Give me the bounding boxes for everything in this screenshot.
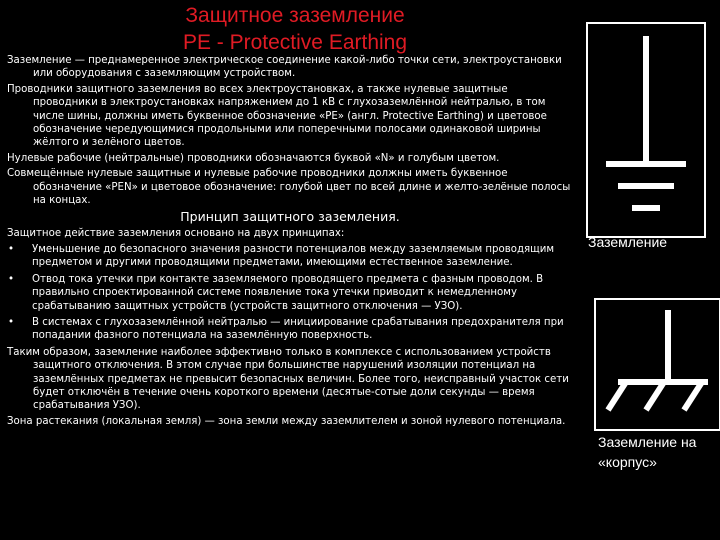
paragraph-neutral-conductors: Нулевые рабочие (нейтральные) проводники обозначаются буквой «N» и голубым цветом. xyxy=(7,152,500,164)
title-line-2: PE - Protective Earthing xyxy=(182,31,408,54)
bullet-icon: • xyxy=(8,316,15,328)
chassis-ground-symbol-icon xyxy=(596,300,719,429)
paragraph-pe-conductors: Проводники защитного заземления во всех электроустановках, а также нулевые защитные проводники в электроустановках напряжением до 1 кВ с глухозаземлённой нейтралью, в том числе шины, должны иметь буквенное обозначение «PE» (англ. Protective Earthing) и цветовое обозначение чередующимися продольными или поперечными полосами одинаковой ширины жёлтого и зелёного цветов. xyxy=(7,83,547,149)
slide-title xyxy=(0,2,590,56)
list-item xyxy=(7,273,573,313)
list-item xyxy=(7,316,573,343)
bullet-text: В системах с глухозаземлённой нейтралью — инициирование срабатывания предохранителя при попадании фазного потенциала на заземлённую поверхность. xyxy=(32,316,564,342)
chassis-ground-image xyxy=(594,298,720,431)
bullet-icon: • xyxy=(8,273,15,285)
slide-body xyxy=(7,54,573,430)
principle-intro: Защитное действие заземления основано на двух принципах: xyxy=(7,228,345,240)
list-item xyxy=(7,243,573,270)
caption-chassis-ground xyxy=(598,432,718,472)
bullet-icon: • xyxy=(8,243,15,255)
ground-symbol-icon xyxy=(588,24,704,236)
principle-heading: Принцип защитного заземления. xyxy=(180,209,400,225)
title-line-1: Защитное заземление xyxy=(185,4,405,27)
caption-chassis-line-1: Заземление на xyxy=(598,434,697,450)
ground-symbol-image xyxy=(586,22,706,238)
caption-chassis-line-2: «корпус» xyxy=(598,454,657,470)
bullet-text: Уменьшение до безопасного значения разности потенциалов между заземляемым проводящим предметом и другими проводящими предметами, имеющими естественное заземление. xyxy=(32,243,555,269)
paragraph-pen-conductors: Совмещённые нулевые защитные и нулевые рабочие проводники должны иметь буквенное обозначение «PEN» и цветовое обозначение: голубой цвет по всей длине и желто-зелёные полосы на концах. xyxy=(7,168,571,207)
caption-ground: Заземление xyxy=(588,234,668,250)
paragraph-conclusion: Таким образом, заземление наиболее эффективно только в комплексе с использованием устройств защитного отключения. В этом случае при большинстве нарушений изоляции потенциал на заземлённых предметах не превысит безопасных величин. Более того, неисправный участок сети будет отключён в течение очень короткого времени (десятые-сотые доли секунды — время срабатывания УЗО). xyxy=(7,346,569,412)
bullet-text: Отвод тока утечки при контакте заземляемого проводящего предмета с фазным проводом. В правильно спроектированной системе появление тока утечки приводит к немедленному срабатыванию защитных устройств (устройств защитного отключения — УЗО). xyxy=(32,273,544,312)
paragraph-zone: Зона растекания (локальная земля) — зона земли между заземлителем и зоной нулевого потенциала. xyxy=(7,415,566,427)
paragraph-definition: Заземление — преднамеренное электрическое соединение какой-либо точки сети, электроустановки или оборудования с заземляющим устройством. xyxy=(7,55,562,80)
